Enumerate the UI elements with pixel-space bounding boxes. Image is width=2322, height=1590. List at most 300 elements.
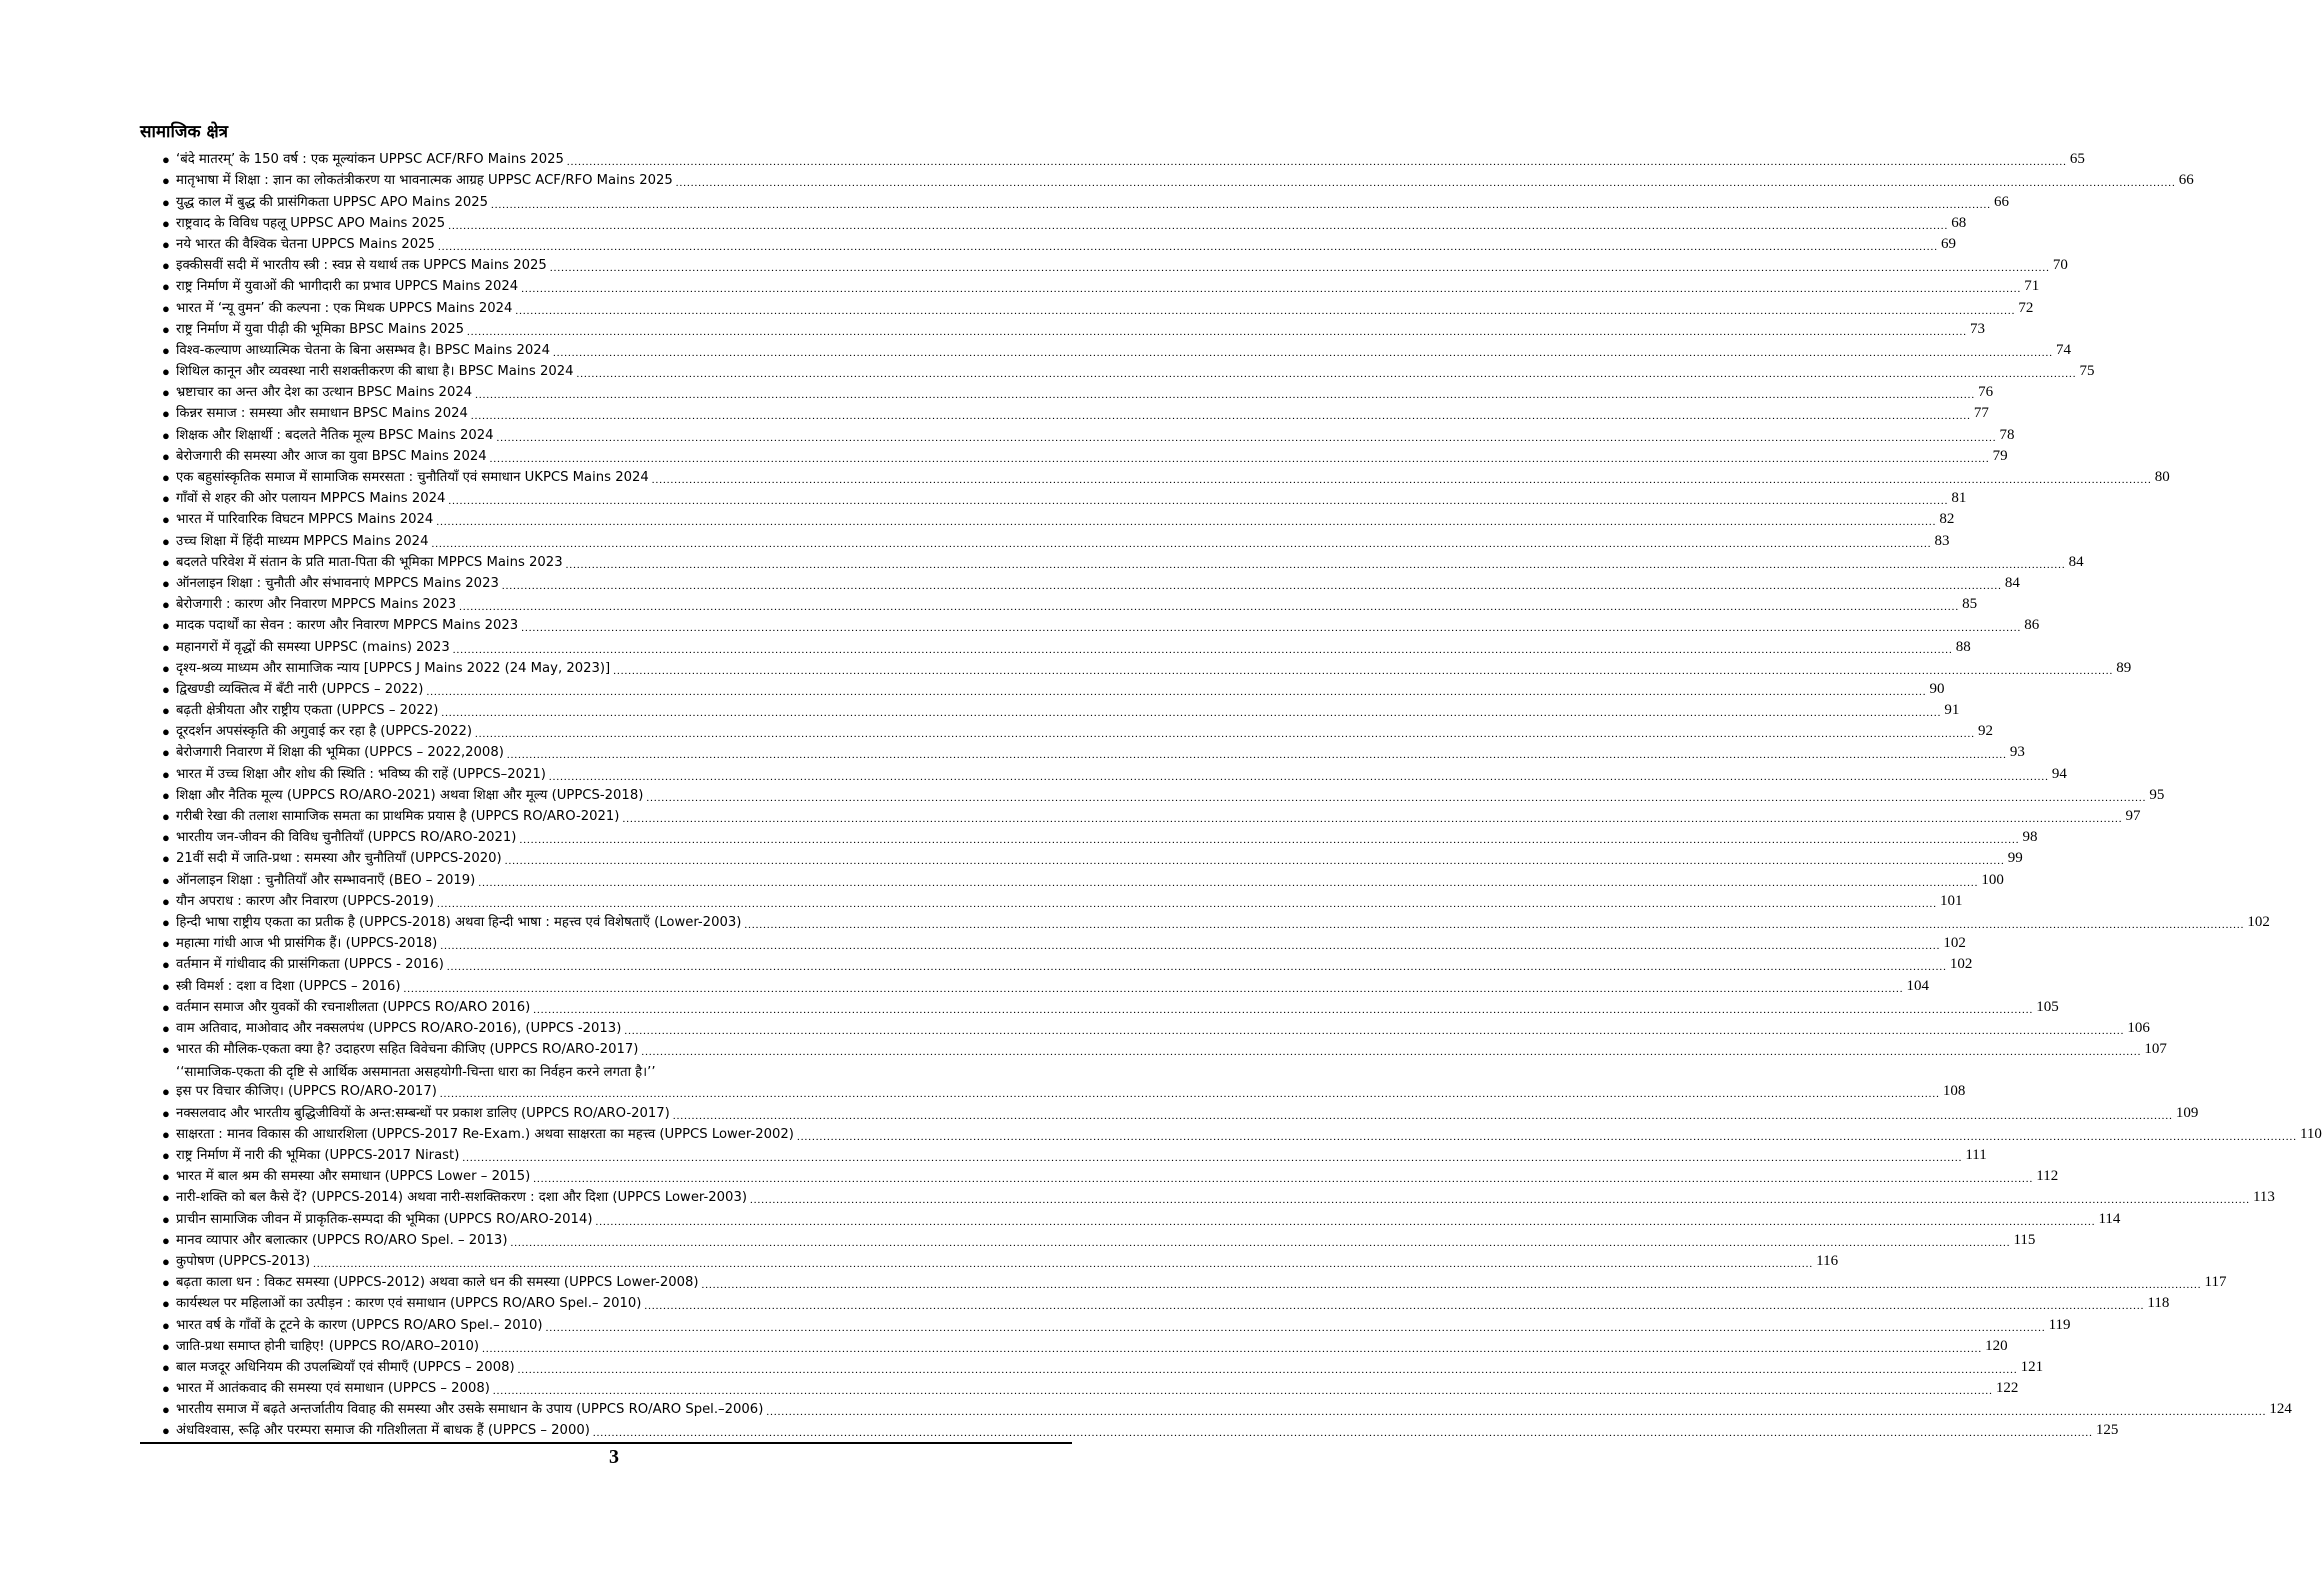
leader-dots: ................................................................................................................................................................................................................................................................................................................................................................................................................	[436, 516, 1937, 529]
entry-title: भारतीय जन-जीवन की विविध चुनौतियाँ (UPPCS RO/ARO-2021)	[176, 830, 517, 846]
leader-dots: ................................................................................................................................................................................................................................................................................................................................................................................................................	[515, 304, 2016, 317]
leader-dots: ................................................................................................................................................................................................................................................................................................................................................................................................................	[448, 495, 1949, 508]
leader-dots: ................................................................................................................................................................................................................................................................................................................................................................................................................	[548, 770, 2049, 783]
leader-dots: ................................................................................................................................................................................................................................................................................................................................................................................................................	[496, 431, 1997, 444]
bullet-icon: ●	[162, 470, 170, 485]
entry-title-continued: इस पर विचार कीजिए। (UPPCS RO/ARO-2017)	[176, 1084, 437, 1100]
toc-entry	[162, 784, 2165, 805]
entry-page-number: 72	[2018, 299, 2034, 316]
bullet-icon: ●	[162, 512, 170, 528]
bullet-icon: ●	[162, 745, 170, 761]
entry-page-number: 102	[2247, 913, 2270, 930]
entry-page-number: 115	[2013, 1231, 2036, 1248]
entry-page-number: 88	[1955, 638, 1971, 655]
bullet-icon: ●	[162, 236, 170, 252]
entry-title: भारत की मौलिक-एकता क्या है? उदाहरण सहित विवेचना कीजिए (UPPCS RO/ARO-2017)	[176, 1042, 639, 1058]
entry-title: भारत में बाल श्रम की समस्या और समाधान (UPPCS Lower – 2015)	[176, 1169, 531, 1185]
entry-page-number: 114	[2098, 1210, 2121, 1227]
toc-entry	[162, 593, 1978, 614]
bullet-icon: ●	[162, 766, 170, 782]
leader-dots: ................................................................................................................................................................................................................................................................................................................................................................................................................	[744, 918, 2245, 931]
toc-entry	[162, 890, 1963, 911]
entry-title: मानव व्यापार और बलात्कार (UPPCS RO/ARO Spel. – 2013)	[176, 1232, 508, 1248]
bullet-icon: ●	[162, 1042, 170, 1058]
bullet-icon: ●	[162, 893, 170, 909]
leader-dots: ................................................................................................................................................................................................................................................................................................................................................................................................................	[504, 855, 2005, 868]
entry-page-number: 122	[1995, 1380, 2019, 1397]
toc-entry	[162, 339, 2072, 360]
entry-title: कुपोषण (UPPCS-2013)	[176, 1253, 311, 1269]
toc-entry	[162, 762, 2067, 783]
leader-dots: ................................................................................................................................................................................................................................................................................................................................................................................................................	[501, 579, 2002, 592]
bullet-icon: ●	[162, 681, 170, 697]
bullet-icon: ●	[162, 1105, 170, 1121]
entry-page-number: 125	[2095, 1422, 2119, 1439]
entry-page-number: 92	[1978, 723, 1994, 740]
toc-entry	[162, 190, 2010, 211]
leader-dots: ................................................................................................................................................................................................................................................................................................................................................................................................................	[467, 325, 1967, 338]
toc-entry	[162, 720, 1994, 741]
bullet-icon: ●	[162, 554, 170, 570]
bullet-icon: ●	[162, 1317, 170, 1333]
entry-page-number: 100	[1981, 871, 2004, 888]
entry-title: राष्ट्र निर्माण में युवा पीढ़ी की भूमिका BPSC Mains 2025	[176, 321, 464, 337]
bullet-icon: ●	[162, 491, 170, 507]
leader-dots: ................................................................................................................................................................................................................................................................................................................................................................................................................	[492, 1385, 1993, 1398]
leader-dots: ................................................................................................................................................................................................................................................................................................................................................................................................................	[624, 1024, 2125, 1037]
entry-page-number: 119	[2048, 1316, 2071, 1333]
bullet-icon: ●	[162, 1423, 170, 1439]
entry-page-number: 113	[2252, 1189, 2275, 1206]
toc-entry	[162, 911, 2270, 932]
leader-dots: ................................................................................................................................................................................................................................................................................................................................................................................................................	[796, 1130, 2297, 1143]
toc-entry	[162, 148, 2085, 169]
entry-title: बढ़ती क्षेत्रीयता और राष्ट्रीय एकता (UPPCS – 2022)	[176, 703, 439, 719]
entry-page-number: 94	[2051, 765, 2067, 782]
bullet-icon: ●	[162, 724, 170, 740]
entry-page-number: 83	[1934, 532, 1950, 549]
entry-title: शिक्षा और नैतिक मूल्य (UPPCS RO/ARO-2021) अथवा शिक्षा और मूल्य (UPPCS-2018)	[176, 787, 644, 803]
toc-entry	[162, 487, 1967, 508]
bullet-icon: ●	[162, 914, 170, 930]
entry-page-number: 109	[2175, 1104, 2199, 1121]
entry-page-number: 66	[2178, 172, 2194, 189]
entry-page-number: 86	[2024, 617, 2040, 634]
entry-title: भारत में उच्च शिक्षा और शोध की स्थिति : भविष्य की राहें (UPPCS–2021)	[176, 766, 546, 782]
bullet-icon: ●	[162, 872, 170, 888]
bullet-icon: ●	[162, 703, 170, 719]
leader-dots: ................................................................................................................................................................................................................................................................................................................................................................................................................	[622, 813, 2123, 825]
bullet-icon: ●	[162, 1381, 170, 1397]
entry-title: भ्रष्टाचार का अन्त और देश का उत्थान BPSC Mains 2024	[176, 385, 473, 401]
toc-entry	[162, 402, 1989, 423]
entry-title: महात्मा गांधी आज भी प्रासंगिक हैं। (UPPCS-2018)	[176, 936, 438, 952]
entry-page-number: 76	[1978, 384, 1994, 401]
leader-dots: ................................................................................................................................................................................................................................................................................................................................................................................................................	[489, 452, 1990, 465]
toc-entry	[162, 868, 2004, 889]
leader-dots: ................................................................................................................................................................................................................................................................................................................................................................................................................	[431, 537, 1932, 550]
entry-title: मादक पदार्थों का सेवन : कारण और निवारण MPPCS Mains 2023	[176, 618, 519, 634]
leader-dots: ................................................................................................................................................................................................................................................................................................................................................................................................................	[566, 156, 2067, 169]
entry-title: राष्ट्र निर्माण में युवाओं की भागीदारी का प्रभाव UPPCS Mains 2024	[176, 279, 519, 295]
toc-entry	[162, 805, 2141, 826]
entry-page-number: 110	[2299, 1125, 2322, 1142]
toc-entry	[162, 275, 2040, 296]
bullet-icon: ●	[162, 851, 170, 867]
bullet-icon: ●	[162, 1338, 170, 1354]
toc-entry	[162, 212, 1967, 233]
entry-title: ‘बंदे मातरम्’ के 150 वर्ष : एक मूल्यांकन UPPSC ACF/RFO Mains 2025	[176, 152, 564, 168]
toc-entry	[162, 614, 2040, 635]
leader-dots: ................................................................................................................................................................................................................................................................................................................................................................................................................	[437, 240, 1938, 253]
entry-title: बेरोजगारी निवारण में शिक्षा की भूमिका (UPPCS – 2022,2008)	[176, 745, 504, 761]
bullet-icon: ●	[162, 1232, 170, 1248]
leader-dots: ................................................................................................................................................................................................................................................................................................................................................................................................................	[436, 897, 1937, 910]
entry-title: विश्व-कल्याण आध्यात्मिक चेतना के बिना असम्भव है। BPSC Mains 2024	[176, 342, 551, 358]
entry-page-number: 84	[2068, 553, 2084, 570]
leader-dots: ................................................................................................................................................................................................................................................................................................................................................................................................................	[482, 1342, 1983, 1355]
entry-page-number: 82	[1939, 511, 1955, 528]
entry-title: बदलते परिवेश में संतान के प्रति माता-पिता की भूमिका MPPCS Mains 2023	[176, 554, 563, 570]
toc-entry	[162, 572, 2020, 593]
bullet-icon: ●	[162, 639, 170, 655]
entry-title: राष्ट्रवाद के विविध पहलू UPPSC APO Mains 2025	[176, 215, 446, 231]
bullet-icon: ●	[162, 830, 170, 846]
bullet-icon: ●	[162, 279, 170, 295]
leader-dots: ................................................................................................................................................................................................................................................................................................................................................................................................................	[675, 177, 2176, 190]
bullet-icon: ●	[162, 194, 170, 210]
entry-page-number: 108	[1942, 1083, 1966, 1100]
toc-entry	[162, 1335, 2008, 1356]
leader-dots: ................................................................................................................................................................................................................................................................................................................................................................................................................	[651, 474, 2152, 486]
entry-title: महानगरों में वृद्धों की समस्या UPPSC (mains) 2023	[176, 639, 450, 655]
toc-entry	[162, 381, 1994, 402]
entry-title: द्विखण्डी व्यक्तित्व में बँटी नारी (UPPCS – 2022)	[176, 681, 424, 697]
toc-entry	[162, 1313, 2071, 1334]
leader-dots: ................................................................................................................................................................................................................................................................................................................................................................................................................	[749, 1194, 2250, 1207]
entry-title: वर्तमान समाज और युवकों की रचनाशीलता (UPPCS RO/ARO 2016)	[176, 999, 531, 1015]
leader-dots: ................................................................................................................................................................................................................................................................................................................................................................................................................	[403, 982, 1904, 995]
toc-entry	[162, 974, 1930, 995]
leader-dots: ................................................................................................................................................................................................................................................................................................................................................................................................................	[475, 389, 1976, 402]
bullet-icon: ●	[162, 1190, 170, 1206]
entry-title: कार्यस्थल पर महिलाओं का उत्पीड़न : कारण एवं समाधान (UPPCS RO/ARO Spel.– 2010)	[176, 1296, 642, 1312]
entry-page-number: 104	[1906, 977, 1930, 994]
leader-dots: ................................................................................................................................................................................................................................................................................................................................................................................................................	[452, 643, 1953, 656]
bullet-icon: ●	[162, 1296, 170, 1312]
entry-title: किन्नर समाज : समस्या और समाधान BPSC Mains 2024	[176, 406, 468, 422]
toc-entry	[162, 296, 2034, 317]
entry-page-number: 99	[2007, 850, 2023, 867]
entry-title: भारत वर्ष के गाँवों के टूटने के कारण (UPPCS RO/ARO Spel.– 2010)	[176, 1317, 543, 1333]
leader-dots: ................................................................................................................................................................................................................................................................................................................................................................................................................	[533, 1173, 2034, 1186]
entry-title: हिन्दी भाषा राष्ट्रीय एकता का प्रतीक है (UPPCS-2018) अथवा हिन्दी भाषा : महत्त्व एवं विशेषताएँ (Lower-2003)	[176, 914, 742, 930]
entry-title: यौन अपराध : कारण और निवारण (UPPCS-2019)	[176, 893, 434, 909]
toc-entry	[162, 741, 2025, 762]
bullet-icon: ●	[162, 575, 170, 591]
bullet-icon: ●	[162, 385, 170, 401]
bullet-icon: ●	[162, 152, 170, 168]
entry-title: जाति-प्रथा समाप्त होनी चाहिए! (UPPCS RO/ARO–2010)	[176, 1338, 480, 1354]
bullet-icon: ●	[162, 406, 170, 422]
entry-title: भारतीय समाज में बढ़ते अन्तर्जातीय विवाह की समस्या और उसके समाधान के उपाय (UPPCS RO/ARO Spel.–2006)	[176, 1402, 764, 1418]
toc-entry	[162, 1186, 2275, 1207]
entry-page-number: 102	[1943, 935, 1966, 952]
entry-page-number: 97	[2125, 808, 2141, 824]
entry-page-number: 121	[2020, 1358, 2044, 1375]
bullet-icon: ●	[162, 173, 170, 189]
entry-page-number: 93	[2009, 744, 2025, 761]
entry-title: उच्च शिक्षा में हिंदी माध्यम MPPCS Mains 2024	[176, 533, 429, 549]
entry-title: बेरोजगारी की समस्या और आज का युवा BPSC Mains 2024	[176, 448, 487, 464]
leader-dots: ................................................................................................................................................................................................................................................................................................................................................................................................................	[533, 1003, 2034, 1016]
entry-title: नक्सलवाद और भारतीय बुद्धिजीवियों के अन्त:सम्बन्धों पर प्रकाश डालिए (UPPCS RO/ARO-2017)	[176, 1105, 670, 1121]
entry-title: गरीबी रेखा की तलाश सामाजिक समता का प्राथमिक प्रयास है (UPPCS RO/ARO-2021)	[176, 809, 620, 824]
entry-title: वाम अतिवाद, माओवाद और नक्सलपंथ (UPPCS RO/ARO-2016), (UPPCS -2013)	[176, 1020, 622, 1036]
bullet-icon: ●	[162, 809, 170, 824]
leader-dots: ................................................................................................................................................................................................................................................................................................................................................................................................................	[613, 664, 2114, 677]
toc-entry	[162, 254, 2068, 275]
toc-entry	[162, 1356, 2044, 1377]
entry-page-number: 111	[1965, 1147, 1987, 1164]
entry-title: नारी-शक्ति को बल कैसे दें? (UPPCS-2014) अथवा नारी-सशक्तिकरण : दशा और दिशा (UPPCS Lower-2003)	[176, 1190, 747, 1206]
leader-dots: ................................................................................................................................................................................................................................................................................................................................................................................................................	[446, 961, 1947, 974]
bullet-icon: ●	[162, 1211, 170, 1227]
toc-entry	[162, 1101, 2199, 1122]
leader-dots: ................................................................................................................................................................................................................................................................................................................................................................................................................	[595, 1215, 2096, 1228]
leader-dots: ................................................................................................................................................................................................................................................................................................................................................................................................................	[510, 1236, 2011, 1249]
entry-page-number: 117	[2204, 1274, 2227, 1291]
leader-dots: ................................................................................................................................................................................................................................................................................................................................................................................................................	[545, 1321, 2046, 1334]
leader-dots: ................................................................................................................................................................................................................................................................................................................................................................................................................	[491, 198, 1992, 211]
bullet-icon: ●	[162, 1084, 170, 1100]
toc-entry	[162, 699, 1960, 720]
entry-title: भारत में पारिवारिक विघटन MPPCS Mains 2024	[176, 512, 434, 528]
entry-page-number: 91	[1944, 702, 1960, 719]
toc-entry	[162, 1250, 1839, 1271]
toc-entry	[162, 1292, 2170, 1313]
toc-entry	[162, 445, 2008, 466]
bullet-icon: ●	[162, 1402, 170, 1418]
entry-title: राष्ट्र निर्माण में नारी की भूमिका (UPPCS-2017 Nirast)	[176, 1148, 460, 1164]
entry-page-number: 95	[2149, 786, 2165, 803]
toc-entry	[162, 1144, 1987, 1165]
leader-dots: ................................................................................................................................................................................................................................................................................................................................................................................................................	[641, 1046, 2142, 1059]
bullet-icon: ●	[162, 448, 170, 464]
entry-title: अंधविश्वास, रूढ़ि और परम्परा समाज की गतिशीलता में बाधक हैं (UPPCS – 2000)	[176, 1423, 590, 1439]
toc-entry	[162, 1271, 2227, 1292]
entry-title: भारत में ‘न्यू वुमन’ की कल्पना : एक मिथक UPPCS Mains 2024	[176, 300, 513, 316]
entry-title: शिथिल कानून और व्यवस्था नारी सशक्तीकरण की बाधा है। BPSC Mains 2024	[176, 364, 574, 380]
leader-dots: ................................................................................................................................................................................................................................................................................................................................................................................................................	[549, 262, 2050, 275]
entry-title: ऑनलाइन शिक्षा : चुनौती और संभावनाएं MPPCS Mains 2023	[176, 575, 499, 591]
leader-dots: ................................................................................................................................................................................................................................................................................................................................................................................................................	[576, 368, 2077, 381]
bullet-icon: ●	[162, 787, 170, 803]
bullet-icon: ●	[162, 215, 170, 231]
entry-title: मातृभाषा में शिक्षा : ज्ञान का लोकतंत्रीकरण या भावनात्मक आग्रह UPPSC ACF/RFO Mains 2025	[176, 173, 673, 189]
bullet-icon: ●	[162, 1020, 170, 1036]
entry-page-number: 105	[2036, 998, 2059, 1015]
entry-page-number: 118	[2147, 1295, 2170, 1312]
leader-dots: ................................................................................................................................................................................................................................................................................................................................................................................................................	[519, 834, 2020, 847]
entry-title: भारत में आतंकवाद की समस्या एवं समाधान (UPPCS – 2008)	[176, 1381, 490, 1397]
entry-page-number: 85	[1962, 596, 1978, 613]
entry-page-number: 98	[2022, 829, 2038, 846]
toc-entry	[162, 169, 2194, 190]
leader-dots: ................................................................................................................................................................................................................................................................................................................................................................................................................	[441, 707, 1942, 720]
entry-title: दूरदर्शन अपसंस्कृति की अगुवाई कर रहा है (UPPCS-2022)	[176, 724, 473, 740]
entry-title: इक्कीसवीं सदी में भारतीय स्त्री : स्वप्न से यथार्थ तक UPPCS Mains 2025	[176, 258, 547, 274]
entry-page-number: 116	[1816, 1252, 1839, 1269]
bullet-icon: ●	[162, 957, 170, 973]
leader-dots: ................................................................................................................................................................................................................................................................................................................................................................................................................	[470, 410, 1971, 423]
entry-title: दृश्य-श्रव्य माध्यम और सामाजिक न्याय [UPPCS J Mains 2022 (24 May, 2023)]	[176, 660, 611, 676]
entry-page-number: 81	[1951, 490, 1967, 507]
entry-page-number: 66	[1994, 193, 2010, 210]
entry-title: बाल मजदूर अधिनियम की उपलब्धियाँ एवं सीमाएँ (UPPCS – 2008)	[176, 1359, 515, 1375]
leader-dots: ................................................................................................................................................................................................................................................................................................................................................................................................................	[517, 1363, 2018, 1376]
toc-entry	[162, 1165, 2059, 1186]
entry-page-number: 102	[1949, 956, 1973, 973]
leader-dots: ................................................................................................................................................................................................................................................................................................................................................................................................................	[440, 940, 1941, 953]
toc-entry	[162, 1059, 1966, 1101]
entry-page-number: 84	[2004, 574, 2020, 591]
bullet-icon: ●	[162, 364, 170, 380]
toc-entry	[162, 466, 2170, 487]
leader-dots: ................................................................................................................................................................................................................................................................................................................................................................................................................	[644, 1300, 2145, 1313]
entry-title: साक्षरता : मानव विकास की आधारशिला (UPPCS-2017 Re-Exam.) अथवा साक्षरता का महत्त्व (UPPCS Lower-2002)	[176, 1126, 794, 1142]
toc-entry	[162, 678, 1945, 699]
bullet-icon: ●	[162, 1126, 170, 1142]
entry-page-number: 65	[2069, 151, 2085, 168]
toc-entry	[162, 932, 1966, 953]
leader-dots: ................................................................................................................................................................................................................................................................................................................................................................................................................	[521, 283, 2022, 296]
entry-title: स्त्री विमर्श : दशा व दिशा (UPPCS – 2016)	[176, 978, 401, 994]
bullet-icon: ●	[162, 533, 170, 549]
toc-entry	[162, 996, 2059, 1017]
entry-page-number: 120	[1985, 1337, 2008, 1354]
entry-page-number: 107	[2144, 1041, 2167, 1058]
toc-entry	[162, 847, 2023, 868]
entry-page-number: 78	[1999, 426, 2015, 443]
entry-title: प्राचीन सामाजिक जीवन में प्राकृतिक-सम्पदा की भूमिका (UPPCS RO/ARO-2014)	[176, 1211, 593, 1227]
page-number: 3	[609, 1446, 619, 1468]
bullet-icon: ●	[162, 660, 170, 676]
leader-dots: ................................................................................................................................................................................................................................................................................................................................................................................................................	[459, 601, 1960, 614]
toc-entry	[162, 1377, 2019, 1398]
bullet-icon: ●	[162, 1148, 170, 1164]
toc-entry	[162, 1207, 2121, 1228]
bullet-icon: ●	[162, 1359, 170, 1375]
leader-dots: ................................................................................................................................................................................................................................................................................................................................................................................................................	[646, 791, 2147, 804]
section-title: सामाजिक क्षेत्र	[140, 122, 229, 142]
toc-entry	[162, 1398, 2292, 1419]
bullet-icon: ●	[162, 427, 170, 443]
entry-page-number: 77	[1973, 405, 1989, 422]
toc-entry	[162, 529, 1950, 550]
bullet-icon: ●	[162, 1169, 170, 1185]
leader-dots: ................................................................................................................................................................................................................................................................................................................................................................................................................	[475, 728, 1976, 741]
entry-title: शिक्षक और शिक्षार्थी : बदलते नैतिक मूल्य BPSC Mains 2024	[176, 427, 494, 443]
toc-entry	[162, 1123, 2322, 1144]
toc-entry	[162, 551, 2084, 572]
entry-title: 21वीं सदी में जाति-प्रथा : समस्या और चुनौतियाँ (UPPCS-2020)	[176, 851, 502, 867]
entry-page-number: 112	[2036, 1168, 2059, 1185]
toc-entry	[162, 423, 2015, 444]
entry-title: बेरोजगारी : कारण और निवारण MPPCS Mains 2023	[176, 597, 457, 613]
leader-dots: ................................................................................................................................................................................................................................................................................................................................................................................................................	[426, 685, 1927, 698]
toc-entry	[162, 318, 1985, 339]
entry-page-number: 68	[1951, 214, 1967, 231]
leader-dots: ................................................................................................................................................................................................................................................................................................................................................................................................................	[313, 1257, 1814, 1270]
entry-page-number: 74	[2056, 341, 2072, 358]
bullet-icon: ●	[162, 1253, 170, 1269]
leader-dots: ................................................................................................................................................................................................................................................................................................................................................................................................................	[439, 1088, 1940, 1101]
bullet-icon: ●	[162, 342, 170, 358]
entry-page-number: 90	[1929, 680, 1945, 697]
bullet-icon: ●	[162, 597, 170, 613]
bullet-icon: ●	[162, 936, 170, 952]
leader-dots: ................................................................................................................................................................................................................................................................................................................................................................................................................	[506, 749, 2007, 762]
entry-page-number: 70	[2052, 257, 2068, 274]
toc-entry	[162, 508, 1955, 529]
toc-entry	[162, 635, 1971, 656]
entry-title: ऑनलाइन शिक्षा : चुनौतियाँ और सम्भावनाएँ (BEO – 2019)	[176, 872, 476, 888]
toc-entry	[162, 657, 2132, 678]
entry-title: बढ़ता काला धन : विकट समस्या (UPPCS-2012) अथवा काले धन की समस्या (UPPCS Lower-2008)	[176, 1275, 699, 1291]
entry-title: नये भारत की वैश्विक चेतना UPPCS Mains 2025	[176, 236, 435, 252]
leader-dots: ................................................................................................................................................................................................................................................................................................................................................................................................................	[478, 876, 1979, 889]
toc-entry	[162, 1419, 2119, 1440]
bullet-icon: ●	[162, 258, 170, 274]
entry-page-number: 75	[2079, 363, 2095, 380]
leader-dots: ................................................................................................................................................................................................................................................................................................................................................................................................................	[672, 1109, 2173, 1122]
toc-entry	[162, 1038, 2167, 1059]
leader-dots: ................................................................................................................................................................................................................................................................................................................................................................................................................	[565, 558, 2066, 571]
leader-dots: ................................................................................................................................................................................................................................................................................................................................................................................................................	[521, 622, 2022, 635]
entry-page-number: 71	[2024, 278, 2040, 295]
toc-entry	[162, 1017, 2150, 1038]
leader-dots: ................................................................................................................................................................................................................................................................................................................................................................................................................	[462, 1152, 1963, 1165]
bullet-icon: ●	[162, 1275, 170, 1291]
leader-dots: ................................................................................................................................................................................................................................................................................................................................................................................................................	[766, 1406, 2267, 1419]
bullet-icon: ●	[162, 321, 170, 337]
footer-rule	[140, 1442, 1072, 1444]
leader-dots: ................................................................................................................................................................................................................................................................................................................................................................................................................	[701, 1279, 2202, 1292]
entry-page-number: 89	[2116, 659, 2132, 676]
bullet-icon: ●	[162, 300, 170, 316]
toc-entry	[162, 360, 2095, 381]
leader-dots: ................................................................................................................................................................................................................................................................................................................................................................................................................	[553, 346, 2054, 359]
entry-page-number: 69	[1940, 235, 1956, 252]
entry-page-number: 106	[2127, 1019, 2150, 1036]
entry-title: एक बहुसांस्कृतिक समाज में सामाजिक समरसता : चुनौतियाँ एवं समाधान UKPCS Mains 2024	[176, 470, 649, 485]
leader-dots: ................................................................................................................................................................................................................................................................................................................................................................................................................	[448, 219, 1949, 232]
entry-title: युद्ध काल में बुद्ध की प्रासंगिकता UPPSC APO Mains 2025	[176, 194, 489, 210]
entry-title: गाँवों से शहर की ओर पलायन MPPCS Mains 2024	[176, 491, 446, 507]
bullet-icon: ●	[162, 999, 170, 1015]
bullet-icon: ●	[162, 978, 170, 994]
toc-entry	[162, 1229, 2036, 1250]
entry-title: वर्तमान में गांधीवाद की प्रासंगिकता (UPPCS - 2016)	[176, 957, 444, 973]
toc-entry	[162, 233, 1956, 254]
table-of-contents	[162, 148, 2322, 1440]
toc-entry	[162, 826, 2038, 847]
bullet-icon: ●	[162, 618, 170, 634]
entry-page-number: 79	[1992, 447, 2008, 464]
entry-title: ‘‘सामाजिक-एकता की दृष्टि से आर्थिक असमानता असहयोगी-चिन्ता धारा का निर्वहन करने लगता है।’’	[176, 1065, 656, 1081]
leader-dots: ................................................................................................................................................................................................................................................................................................................................................................................................................	[592, 1427, 2093, 1440]
